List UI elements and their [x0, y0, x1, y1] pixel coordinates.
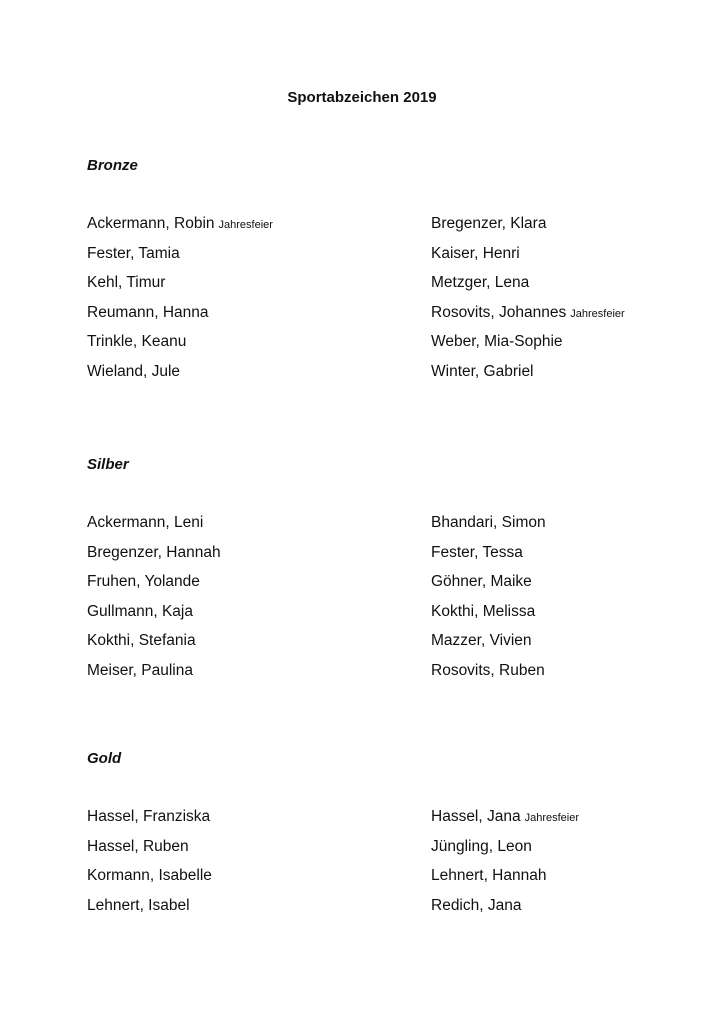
name: Wieland, Jule: [87, 362, 181, 380]
note: Jahresfeier: [524, 812, 580, 824]
name: Bhandari, Simon: [431, 514, 546, 531]
list-item: [431, 807, 579, 837]
list-item: [87, 866, 212, 896]
note: Jahresfeier: [218, 219, 273, 231]
name: Rosovits, Ruben: [431, 661, 545, 679]
name: Winter, Gabriel: [431, 362, 534, 380]
name: Rosovits, Johannes: [431, 303, 567, 321]
bronze-left-column: [87, 214, 273, 391]
name: Gullmann, Kaja: [87, 602, 193, 620]
name: Kormann, Isabelle: [87, 867, 212, 884]
list-item: [431, 543, 546, 573]
name: Fruhen, Yolande: [87, 573, 200, 590]
list-item: [87, 661, 221, 691]
name: Fester, Tamia: [87, 244, 180, 262]
silber-left-column: [87, 513, 221, 690]
list-item: [87, 303, 273, 333]
list-item: [87, 332, 273, 362]
list-item: [87, 273, 273, 303]
list-item: [87, 543, 221, 573]
list-item: [87, 631, 221, 661]
name: Hassel, Franziska: [87, 808, 211, 825]
list-item: [87, 896, 212, 926]
section-heading-bronze: Bronze: [87, 157, 138, 174]
name: Göhner, Maike: [431, 573, 532, 590]
name: Lehnert, Hannah: [431, 867, 547, 884]
list-item: [431, 332, 625, 362]
name: Weber, Mia-Sophie: [431, 333, 563, 350]
list-item: [431, 303, 625, 333]
name: Hassel, Jana: [431, 808, 521, 825]
gold-right-column: [431, 807, 579, 925]
gold-left-column: [87, 807, 212, 925]
list-item: [431, 837, 579, 867]
list-item: [431, 214, 625, 244]
name: Kehl, Timur: [87, 274, 166, 291]
list-item: [87, 572, 221, 602]
name: Metzger, Lena: [431, 274, 530, 291]
bronze-right-column: [431, 214, 625, 391]
list-item: [431, 362, 625, 392]
list-item: [431, 602, 546, 632]
list-item: [431, 661, 546, 691]
list-item: [431, 572, 546, 602]
list-item: [431, 273, 625, 303]
name: Bregenzer, Hannah: [87, 543, 221, 561]
list-item: [87, 807, 212, 837]
name: Reumann, Hanna: [87, 303, 209, 321]
silber-right-column: [431, 513, 546, 690]
document-title: Sportabzeichen 2019: [287, 89, 437, 106]
list-item: [431, 631, 546, 661]
name: Jüngling, Leon: [431, 837, 532, 855]
list-item: [87, 362, 273, 392]
list-item: [87, 513, 221, 543]
list-item: [87, 837, 212, 867]
section-heading-gold: Gold: [87, 750, 122, 767]
note: Jahresfeier: [570, 307, 625, 320]
name: Mazzer, Vivien: [431, 632, 532, 649]
name: Ackermann, Leni: [87, 514, 204, 531]
list-item: [431, 244, 625, 274]
list-item: [431, 513, 546, 543]
name: Kokthi, Stefania: [87, 632, 196, 649]
name: Fester, Tessa: [431, 543, 523, 561]
name: Redich, Jana: [431, 896, 522, 914]
name: Meiser, Paulina: [87, 661, 193, 679]
name: Hassel, Ruben: [87, 837, 189, 855]
name: Kaiser, Henri: [431, 244, 520, 262]
list-item: [431, 896, 579, 926]
list-item: [87, 214, 273, 244]
name: Kokthi, Melissa: [431, 602, 536, 620]
name: Lehnert, Isabel: [87, 896, 190, 914]
list-item: [87, 244, 273, 274]
section-heading-silber: Silber: [87, 456, 129, 473]
name: Trinkle, Keanu: [87, 333, 187, 350]
list-item: [87, 602, 221, 632]
name: Ackermann, Robin: [87, 215, 215, 232]
list-item: [431, 866, 579, 896]
name: Bregenzer, Klara: [431, 215, 547, 232]
